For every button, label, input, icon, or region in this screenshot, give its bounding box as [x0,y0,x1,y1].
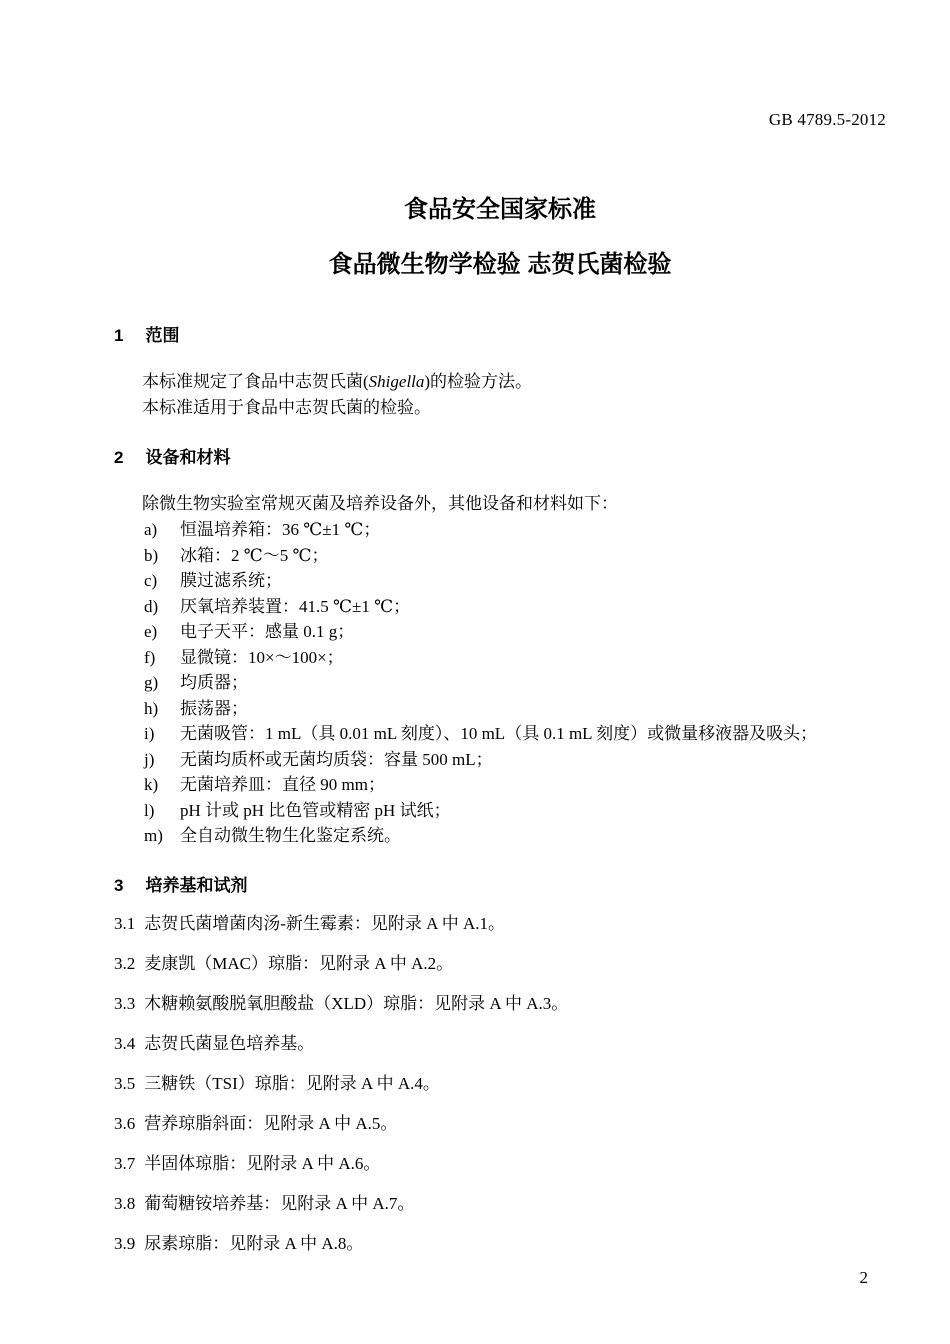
reagent-entry-text: 木糖赖氨酸脱氧胆酸盐（XLD）琼脂：见附录 A 中 A.3。 [144,993,569,1013]
equipment-item-label: c) [144,571,158,590]
section-3-heading [114,875,886,897]
reagent-entry [114,1031,886,1057]
page-content [114,0,886,1257]
scope-paragraphs [114,369,886,421]
reagent-entry-text: 营养琼脂斜面：见附录 A 中 A.5。 [144,1113,398,1133]
equipment-item [144,619,886,645]
equipment-item [144,568,886,594]
equipment-item-label: a) [144,520,158,539]
section-2-title: 设备和材料 [145,448,231,467]
equipment-item-label: j) [144,749,155,769]
standard-number: GB 4789.5-2012 [768,110,886,129]
equipment-item-text: pH 计或 pH 比色管或精密 pH 试纸； [180,800,451,820]
reagent-entry [114,1151,886,1177]
reagent-entry [114,1071,886,1097]
equipment-item [144,543,886,569]
reagent-entry-number: 3.9 [114,1233,136,1253]
reagent-entry [114,911,886,937]
section-2-heading [114,447,886,469]
equipment-item-text: 无菌均质杯或无菌均质袋：容量 500 mL； [180,749,493,769]
section-1-title: 范围 [145,326,180,345]
scope-paragraph-1 [114,369,886,395]
doc-title-line1: 食品安全国家标准 [404,196,596,223]
equipment-item-text: 均质器； [180,673,248,692]
equipment-item [144,721,886,747]
section-1-heading [114,325,886,347]
equipment-item-label: l) [144,800,155,820]
equipment-item [144,696,886,722]
equipment-item-label: h) [144,698,159,718]
equipment-item-label: m) [144,826,163,845]
reagent-entry-number: 3.1 [114,913,136,933]
reagent-entry [114,1111,886,1137]
equipment-item [144,798,886,824]
reagent-entry-number: 3.8 [114,1193,136,1213]
doc-title-line2: 食品微生物学检验 志贺氏菌检验 [328,251,672,278]
reagent-entry-number: 3.5 [114,1073,136,1093]
equipment-item [144,517,886,543]
reagent-entry [114,951,886,977]
equipment-intro: 除微生物实验室常规灭菌及培养设备外，其他设备和材料如下： [142,494,618,513]
reagent-entry [114,1191,886,1217]
scope-p1-suffix: )的检验方法。 [424,372,533,391]
equipment-item [144,645,886,671]
equipment-item-text: 无菌吸管：1 mL（具 0.01 mL 刻度）、10 mL（具 0.1 mL 刻度）或微量移液器及吸头； [180,724,818,743]
section-3-number: 3 [114,875,124,895]
equipment-item-label: d) [144,596,159,616]
reagent-entry-text: 麦康凯（MAC）琼脂：见附录 A 中 A.2。 [144,953,454,973]
section-2-number: 2 [114,448,124,467]
equipment-item-text: 振荡器； [180,698,248,718]
page-number: 2 [859,1268,868,1287]
equipment-item-text: 显微镜：10×～100×； [180,647,344,667]
reagent-entry-text: 尿素琼脂：见附录 A 中 A.8。 [144,1233,364,1253]
equipment-list [144,517,886,849]
reagent-entry-text: 半固体琼脂：见附录 A 中 A.6。 [144,1153,381,1173]
reagent-entry-text: 葡萄糖铵培养基：见附录 A 中 A.7。 [144,1193,415,1213]
equipment-item-label: i) [144,724,155,743]
reagent-entry-text: 志贺氏菌显色培养基。 [144,1033,315,1053]
reagent-entry-number: 3.7 [114,1153,136,1173]
title-block [114,0,886,279]
reagent-entry-number: 3.3 [114,993,136,1013]
scope-paragraph-2: 本标准适用于食品中志贺氏菌的检验。 [142,398,431,417]
scope-p1-species-name: Shigella [368,372,425,391]
section-1-number: 1 [114,326,124,345]
reagent-entry-text: 志贺氏菌增菌肉汤-新生霉素：见附录 A 中 A.1。 [144,913,506,933]
equipment-item [144,772,886,798]
equipment-item-label: b) [144,545,159,565]
equipment-item-text: 全自动微生物生化鉴定系统。 [180,826,401,845]
equipment-item-text: 厌氧培养装置：41.5 ℃±1 ℃； [180,596,411,616]
reagent-entry-number: 3.4 [114,1033,136,1053]
equipment-item-text: 膜过滤系统； [180,571,282,590]
equipment-item-text: 无菌培养皿：直径 90 mm； [180,775,385,794]
equipment-item-label: k) [144,775,159,794]
reagent-entry-number: 3.6 [114,1113,136,1133]
reagent-entry [114,1231,886,1257]
reagent-entry [114,991,886,1017]
scope-p1-prefix: 本标准规定了食品中志贺氏菌( [142,372,369,391]
equipment-item-label: e) [144,622,158,641]
equipment-item [144,670,886,696]
equipment-item [144,823,886,849]
equipment-item [144,747,886,773]
reagent-entry-text: 三糖铁（TSI）琼脂：见附录 A 中 A.4。 [144,1073,440,1093]
equipment-item-text: 电子天平：感量 0.1 g； [180,622,355,641]
section-3-title: 培养基和试剂 [145,875,248,895]
reagent-entry-number: 3.2 [114,953,136,973]
equipment-item-text: 恒温培养箱：36 ℃±1 ℃； [180,520,381,539]
equipment-item-label: g) [144,673,159,692]
reagent-list [114,911,886,1257]
equipment-item-label: f) [144,647,156,667]
equipment-item-text: 冰箱：2 ℃～5 ℃； [180,545,329,565]
equipment-item [144,594,886,620]
